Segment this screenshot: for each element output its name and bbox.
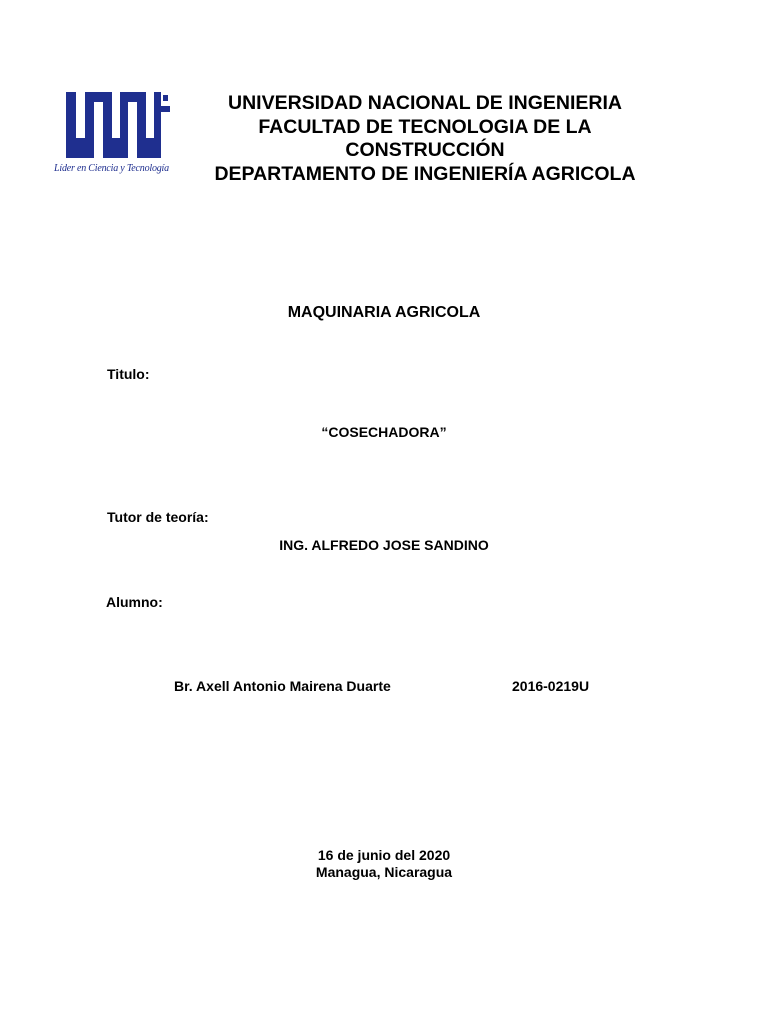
student-name: Br. Axell Antonio Mairena Duarte bbox=[174, 678, 391, 694]
title-value: “COSECHADORA” bbox=[321, 424, 447, 440]
course-name: MAQUINARIA AGRICOLA bbox=[287, 304, 481, 321]
student-label: Alumno: bbox=[106, 594, 163, 610]
submission-place: Managua, Nicaragua bbox=[315, 864, 453, 880]
tutor-name: ING. ALFREDO JOSE SANDINO bbox=[279, 537, 489, 553]
submission-date: 16 de junio del 2020 bbox=[317, 847, 451, 863]
faculty-name-line1: FACULTAD DE TECNOLOGIA DE LA bbox=[258, 115, 592, 138]
department-name: DEPARTAMENTO DE INGENIERÍA AGRICOLA bbox=[214, 162, 636, 185]
logo-tagline: Líder en Ciencia y Tecnología bbox=[54, 163, 169, 174]
title-label: Titulo: bbox=[107, 366, 150, 382]
university-logo bbox=[52, 90, 186, 182]
uni-logo-icon bbox=[52, 90, 186, 162]
student-id: 2016-0219U bbox=[512, 678, 590, 694]
tutor-label: Tutor de teoría: bbox=[107, 509, 209, 525]
institution-header bbox=[190, 92, 660, 186]
university-name: UNIVERSIDAD NACIONAL DE INGENIERIA bbox=[227, 92, 622, 114]
faculty-name-line2: CONSTRUCCIÓN bbox=[345, 139, 505, 161]
